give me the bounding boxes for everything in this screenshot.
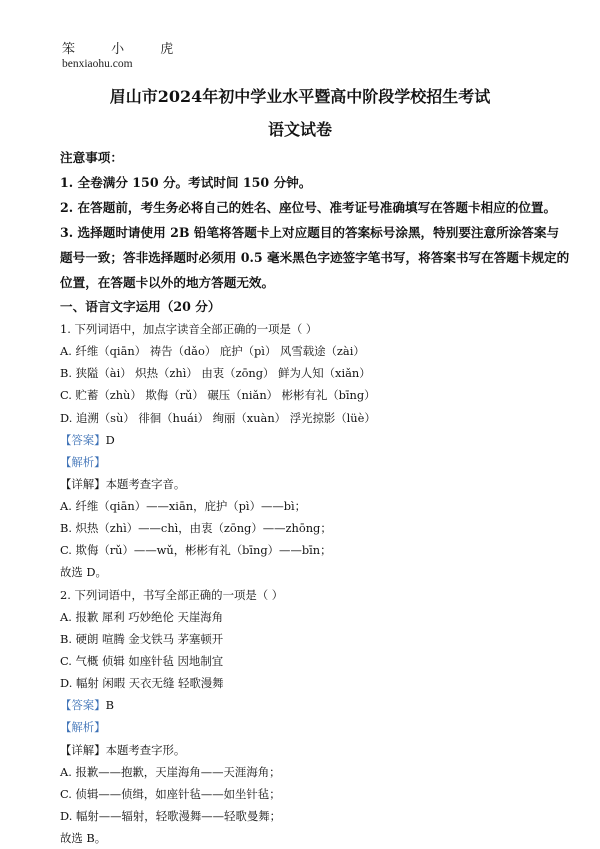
q2-option-c: C. 气概 侦辑 如座针毡 因地制宜 — [60, 654, 224, 668]
q2-option-a: A. 报歉 犀利 巧妙绝伦 天崖海角 — [60, 609, 224, 624]
q1-analysis-tag: 【解析】 — [60, 454, 106, 469]
notice-item-3-line-3: 位置，在答题卡以外的地方答题无效。 — [60, 275, 275, 290]
q2-explanation-d: D. 幅射——辐射，轻歌漫舞——轻歌曼舞； — [60, 808, 281, 823]
q2-option-b: B. 硬朗 喧腾 金戈铁马 茅塞顿开 — [60, 631, 224, 646]
exam-title: 眉山市2024年初中学业水平暨高中阶段学校招生考试 — [109, 87, 491, 106]
q1-option-d: D. 追溯（sù） 徘徊（huái） 绚丽（xuàn） 浮光掠影（lüè） — [60, 410, 376, 425]
q1-option-a: A. 纤维（qiān） 祷告（dǎo） 庇护（pì） 风雪载途（zài） — [60, 344, 365, 359]
q1-explanation-c: C. 欺侮（rǔ）——wǔ，彬彬有礼（bīng）——bīn； — [60, 543, 332, 558]
q2-detail: 【详解】本题考查字形。 — [60, 742, 186, 757]
q2-answer-tag: 【答案】 — [60, 698, 106, 713]
brand-name: 笨 小 虎 — [62, 42, 190, 57]
q1-answer-tag: 【答案】 — [60, 432, 106, 447]
notice-item-2: 2. 在答题前，考生务必将自己的姓名、座位号、准考证号准确填写在答题卡相应的位置。 — [60, 200, 557, 215]
q1-explanation-b: B. 炽热（zhì）——chì，由衷（zōng）——zhōng； — [60, 521, 332, 536]
section-heading: 一、语言文字运用（20 分） — [60, 299, 221, 314]
q2-stem: 2. 下列词语中，书写全部正确的一项是（ ） — [60, 587, 284, 602]
q2-analysis-tag: 【解析】 — [60, 720, 106, 735]
q1-stem: 1. 下列词语中，加点字读音全部正确的一项是（ ） — [60, 322, 318, 336]
q1-answer-value: D — [105, 432, 115, 447]
notice-item-1: 1. 全卷满分 150 分。考试时间 150 分钟。 — [60, 175, 312, 190]
q1-conclusion: 故选 D。 — [60, 565, 107, 580]
q1-explanation-a: A. 纤维（qiān）——xiān，庇护（pì）——bì； — [60, 499, 307, 513]
notice-item-3-line-2: 题号一致；答非选择题时必须用 0.5 毫米黑色字迹签字笔书写，将答案书写在答题卡规定的 — [60, 250, 570, 265]
q2-conclusion: 故选 B。 — [60, 831, 107, 845]
exam-subtitle: 语文试卷 — [267, 120, 332, 139]
q1-detail: 【详解】本题考查字音。 — [60, 476, 186, 491]
q2-answer-value: B — [105, 698, 114, 713]
notice-item-3-line-1: 3. 选择题时请使用 2B 铅笔将答题卡上对应题目的答案标号涂黑，特别要注意所涂答案与 — [60, 225, 560, 240]
notice-heading: 注意事项： — [60, 150, 123, 165]
q2-explanation-a: A. 报歉——抱歉，天崖海角——天涯海角； — [60, 764, 281, 779]
q2-answer — [60, 697, 114, 713]
q1-answer — [60, 432, 115, 448]
site-url[interactable]: benxiaohu.com — [62, 58, 133, 70]
q1-option-b: B. 狭隘（ài） 炽热（zhì） 由衷（zōng） 鲜为人知（xiǎn） — [60, 366, 371, 381]
q2-option-d: D. 幅射 闲暇 天衣无缝 轻歌漫舞 — [60, 676, 224, 691]
q1-option-c: C. 贮蓄（zhù） 欺侮（rǔ） 碾压（niǎn） 彬彬有礼（bīng） — [60, 388, 376, 403]
q2-explanation-c: C. 侦辑——侦缉，如座针毡——如坐针毡； — [60, 786, 281, 801]
